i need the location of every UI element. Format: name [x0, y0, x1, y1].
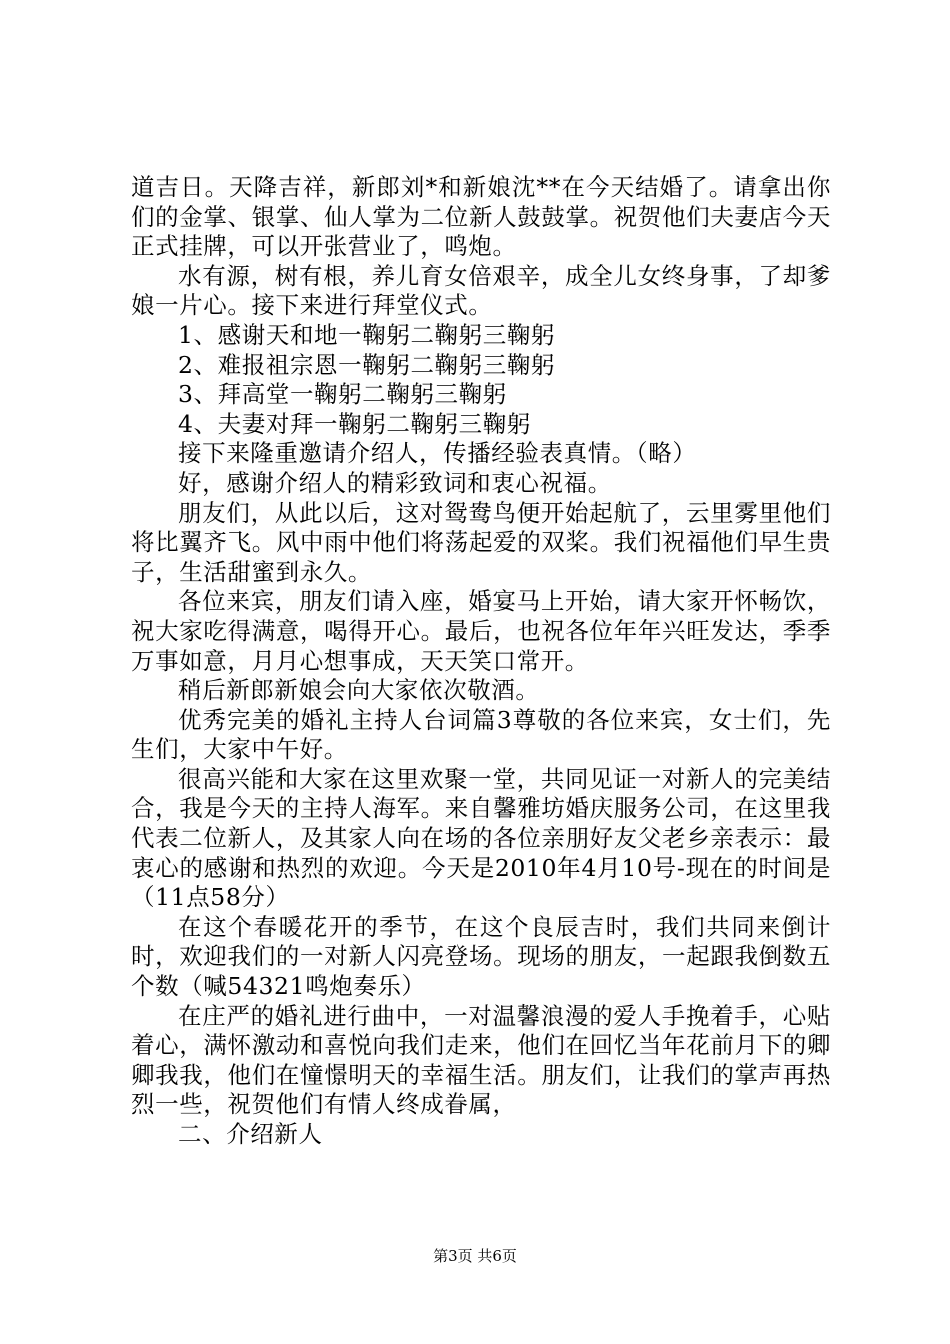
list-item: 1、感谢天和地一鞠躬二鞠躬三鞠躬 [178, 320, 556, 349]
paragraph: 好，感谢介绍人的精彩致词和衷心祝福。 [178, 468, 612, 497]
page-number-footer: 第3页 共6页 [433, 1247, 517, 1265]
paragraph: 各位来宾，朋友们请入座，婚宴马上开始，请大家开怀畅饮，祝大家吃得满意，喝得开心。最后，也祝各位年年兴旺发达，季季万事如意，月月心想事成，天天笑口常开。 [131, 587, 831, 675]
paragraph: 道吉日。天降吉祥，新郎刘*和新娘沈**在今天结婚了。请拿出你们的金掌、银掌、仙人掌为二位新人鼓鼓掌。祝贺他们夫妻店今天正式挂牌，可以开张营业了，鸣炮。 [131, 173, 831, 261]
paragraph: 优秀完美的婚礼主持人台词篇3尊敬的各位来宾，女士们，先生们，大家中午好。 [131, 705, 831, 764]
paragraph: 在这个春暖花开的季节，在这个良辰吉时，我们共同来倒计时，欢迎我们的一对新人闪亮登场。现场的朋友，一起跟我倒数五个数（喊54321鸣炮奏乐） [131, 912, 831, 1001]
paragraph: 朋友们，从此以后，这对鸳鸯鸟便开始起航了，云里雾里他们将比翼齐飞。风中雨中他们将荡起爱的双桨。我们祝福他们早生贵子，生活甜蜜到永久。 [131, 498, 831, 586]
list-item: 4、夫妻对拜一鞠躬二鞠躬三鞠躬 [178, 409, 531, 438]
section-heading: 二、介绍新人 [178, 1120, 323, 1148]
paragraph: 稍后新郎新娘会向大家依次敬酒。 [178, 676, 540, 705]
document-body [131, 173, 831, 1150]
paragraph: 很高兴能和大家在这里欢聚一堂，共同见证一对新人的完美结合，我是今天的主持人海军。来自馨雅坊婚庆服务公司，在这里我代表二位新人，及其家人向在场的各位亲朋好友父老乡亲表示：最衷心的感谢和热烈的欢迎。今天是2010年4月10号-现在的时间是（11点58分） [131, 764, 831, 912]
paragraph: 水有源，树有根，养儿育女倍艰辛，成全儿女终身事，了却爹娘一片心。接下来进行拜堂仪式。 [131, 261, 831, 320]
list-item: 3、拜高堂一鞠躬二鞠躬三鞠躬 [178, 380, 507, 409]
paragraph: 接下来隆重邀请介绍人，传播经验表真情。（略） [178, 439, 697, 468]
paragraph: 在庄严的婚礼进行曲中，一对温馨浪漫的爱人手挽着手，心贴着心，满怀激动和喜悦向我们走来，他们在回忆当年花前月下的卿卿我我，他们在憧憬明天的幸福生活。朋友们，让我们的掌声再热烈一些，祝贺他们有情人终成眷属， [131, 1001, 831, 1119]
list-item: 2、难报祖宗恩一鞠躬二鞠躬三鞠躬 [178, 350, 556, 379]
